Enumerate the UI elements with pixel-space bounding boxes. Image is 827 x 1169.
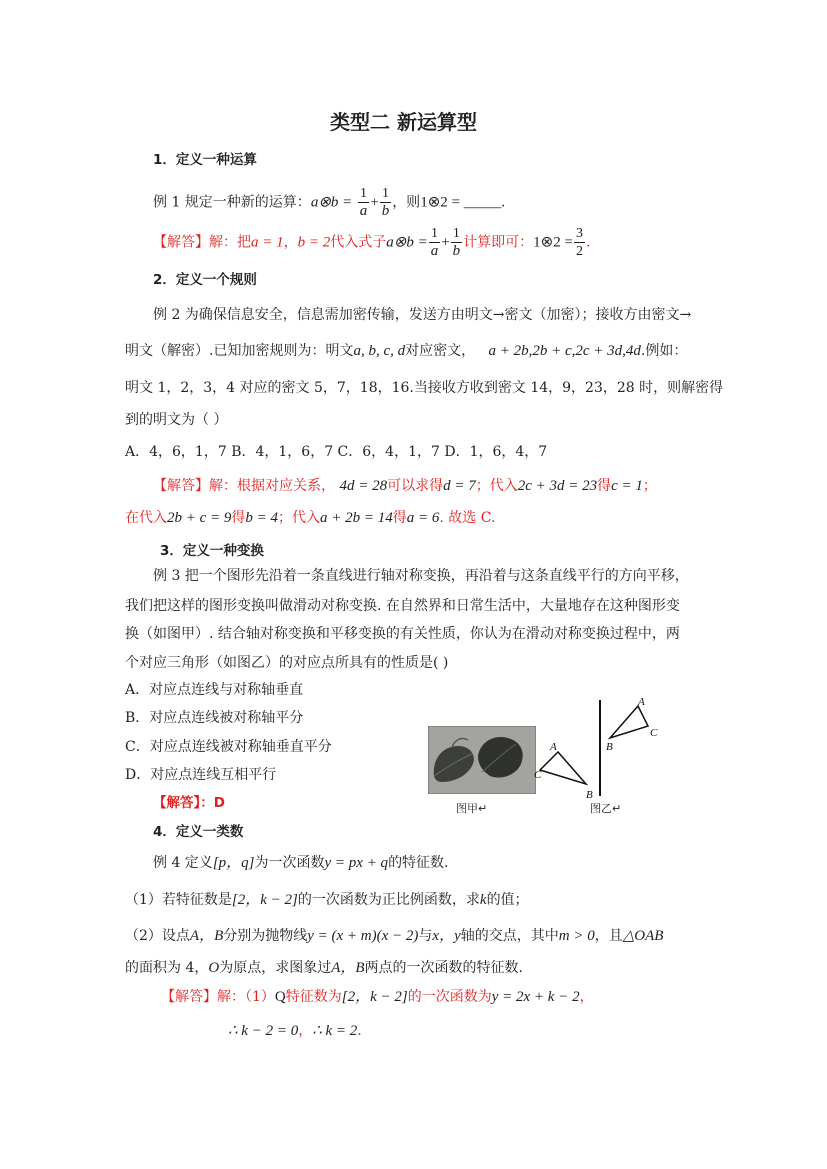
triangle-abc-image (610, 706, 648, 738)
math: [p，q] (212, 855, 255, 871)
answer-math: ∴ k − 2 = 0 (228, 1023, 299, 1039)
answer-text: 解：根据对应关系， (209, 478, 335, 494)
answer-math: y = 2x + k − 2 (491, 989, 580, 1005)
page-title: 类型二 新运算型 (330, 110, 477, 134)
text: 为一次函数 (254, 855, 325, 871)
answer-math: a + 2b = 14 (320, 510, 393, 526)
answer-tag: 【解答】 (153, 478, 209, 494)
text: （2）设点 (125, 928, 190, 944)
example-1-question: 1⊗2 = _____. (420, 194, 505, 211)
example-1-lhs: a⊗b = (310, 194, 353, 211)
answer-math: 2c + 3d = 23 (517, 478, 598, 494)
answer-math: b = 4 (245, 510, 279, 526)
math: [2，k − 2] (231, 892, 298, 908)
answer-math: a = 6 (406, 510, 440, 526)
option-b: B．对应点连线被对称轴平分 (125, 710, 304, 726)
example-4-question-1 (125, 890, 529, 910)
example-3-line-1: 例 3 把一个图形先沿着一条直线进行轴对称变换，再沿着与这条直线平行的方向平移， (153, 568, 689, 584)
example-4-question-2 (125, 926, 663, 946)
text: 的特征数. (388, 855, 449, 871)
frac-den: b (452, 243, 461, 259)
figure-1-caption: 图甲↵ (456, 802, 488, 815)
fraction-1-over-a (358, 185, 370, 220)
answer-math: a⊗b = (386, 234, 428, 251)
answer-text: 可以求得 (387, 478, 444, 494)
frac-den: a (430, 243, 439, 259)
answer-text: ；代入 (278, 510, 321, 526)
example-3-line-4: 个对应三角形（如图乙）的对应点所具有的性质是( ) (125, 655, 449, 671)
option-d: D．对应点连线互相平行 (125, 767, 277, 783)
option-c: C．对应点连线被对称轴垂直平分 (125, 739, 332, 755)
example-3-line-3: 换（如图甲）. 结合轴对称变换和平移变换的有关性质，你认为在滑动对称变换过程中，两 (125, 626, 680, 642)
figure-triangles (528, 690, 678, 800)
answer-2-line-2 (125, 508, 495, 528)
answer-math: d = 7 (443, 478, 476, 494)
fraction-1-over-b (451, 225, 463, 260)
answer-text: 在代入 (125, 510, 167, 526)
plus-sign: + (441, 234, 450, 251)
answer-math: 4d = 28 (339, 478, 388, 494)
answer-math: 2b + c = 9 (167, 510, 232, 526)
text: 的一次函数为正比例函数，求 (297, 892, 480, 908)
text: .例如： (640, 343, 688, 359)
answer-text: . (585, 234, 591, 251)
math: a + 2b,2b + c,2c + 3d,4d (488, 343, 641, 359)
math: x，y (432, 928, 461, 944)
text: 与 (418, 928, 433, 944)
example-2-line-3: 明文 1，2，3，4 对应的密文 5，7，18，16.当接收方收到密文 14，9，23，28 时，则解密得 (125, 380, 724, 396)
example-2-line-1: 例 2 为确保信息安全，信息需加密传输，发送方由明文→密文（加密）；接收方由密文→ (153, 307, 692, 323)
text: 的面积为 4， (125, 960, 209, 976)
answer-3: 【解答】：D (153, 795, 225, 811)
text: 两点的一次函数的特征数. (364, 960, 523, 976)
text: 的值； (486, 892, 529, 908)
frac-num: 1 (380, 185, 392, 203)
answer-2-line-1 (153, 476, 657, 496)
answer-text: 特征数为 (285, 989, 342, 1005)
text: （1）若特征数是 (125, 892, 232, 908)
leaves-image (428, 726, 536, 794)
frac-num: 1 (429, 225, 441, 243)
example-1 (153, 185, 505, 220)
answer-text: . 故选 C. (439, 510, 496, 526)
example-1-mid: ，则 (392, 194, 421, 211)
example-1-prefix: 例 1 规定一种新的运算： (153, 194, 311, 211)
fraction-3-over-2 (574, 225, 585, 260)
math: O (208, 960, 220, 976)
answer-text: 解：把 (209, 234, 251, 251)
answer-text: 计算即可： (463, 234, 534, 251)
answer-math: [2，k − 2] (341, 989, 408, 1005)
answer-text: 的一次函数为 (407, 989, 492, 1005)
answer-4-line-1 (161, 987, 594, 1007)
fraction-1-over-b (380, 185, 392, 220)
label-b-prime: B (606, 741, 613, 753)
answer-1 (153, 225, 590, 260)
answer-text: 解：（1） (217, 989, 275, 1005)
figure-leaves-photo (428, 726, 536, 794)
example-2-options: A．4，6，1，7 B．4，1，6，7 C．6，4，1，7 D．1，6，4，7 (125, 444, 548, 460)
math: y = px + q (324, 855, 389, 871)
frac-den: 2 (575, 244, 583, 259)
answer-text: 得 (231, 510, 246, 526)
answer-text: 得 (392, 510, 407, 526)
text: 对应密文， (405, 343, 476, 359)
frac-num: 1 (451, 225, 463, 243)
text: 分别为抛物线 (223, 928, 308, 944)
answer-text: ；代入 (475, 478, 518, 494)
text: 明文（解密）.已知加密规则为：明文 (125, 343, 354, 359)
section-heading-2: 2．定义一个规则 (153, 272, 257, 288)
triangle-abc (540, 752, 586, 784)
answer-tag: 【解答】 (161, 989, 217, 1005)
example-4-question-2-cont (125, 958, 523, 978)
text: 例 4 定义 (153, 855, 213, 871)
math: y = (x + m)(x − 2) (307, 928, 419, 944)
label-c: C (534, 769, 542, 781)
frac-den: a (359, 203, 368, 219)
text: ，且 (594, 928, 623, 944)
answer-math: a = 1 (251, 234, 284, 251)
answer-math: Q (274, 989, 286, 1005)
answer-math: ∴ k = 2 (312, 1023, 358, 1039)
answer-math: b = 2 (297, 234, 331, 251)
plus-sign: + (370, 194, 379, 211)
text: 轴的交点，其中 (460, 928, 559, 944)
section-heading-3: 3．定义一种变换 (160, 543, 264, 559)
answer-text: ， (579, 989, 594, 1005)
section-heading-4: 4．定义一类数 (153, 824, 244, 840)
answer-4-line-2 (228, 1021, 362, 1041)
example-3-line-2: 我们把这样的图形变换叫做滑动对称变换. 在自然界和日常生活中，大量地存在这种图形变 (125, 598, 680, 614)
answer-math: 1⊗2 = (533, 234, 573, 251)
answer-text: 得 (597, 478, 612, 494)
figure-2-caption: 图乙↵ (590, 802, 622, 815)
math: a, b, c, d (353, 343, 406, 359)
answer-text: ； (642, 478, 657, 494)
text: 为原点，求图象过 (219, 960, 332, 976)
example-4-line-1 (153, 853, 449, 873)
math: k (479, 892, 487, 908)
example-2-line-4: 到的明文为（ ） (125, 412, 228, 428)
example-2-line-2 (125, 341, 687, 361)
math: m > 0 (558, 928, 595, 944)
fraction-1-over-a (429, 225, 441, 260)
answer-text: ， (283, 234, 298, 251)
answer-text: 代入式子 (330, 234, 387, 251)
label-a: A (550, 741, 557, 753)
frac-num: 1 (358, 185, 370, 203)
label-a-prime: A (638, 696, 645, 708)
frac-num: 3 (575, 226, 583, 241)
answer-tag: 【解答】 (153, 234, 209, 251)
math: △OAB (622, 928, 664, 944)
section-heading-1: 1．定义一种运算 (153, 152, 257, 168)
label-b: B (586, 789, 593, 800)
answer-math: c = 1 (611, 478, 643, 494)
frac-den: b (381, 203, 390, 219)
answer-text: . (357, 1023, 362, 1039)
option-a: A．对应点连线与对称轴垂直 (125, 682, 304, 698)
math: A，B (331, 960, 365, 976)
answer-text: ， (298, 1023, 313, 1039)
label-c-prime: C (650, 727, 658, 739)
math: A，B (189, 928, 224, 944)
